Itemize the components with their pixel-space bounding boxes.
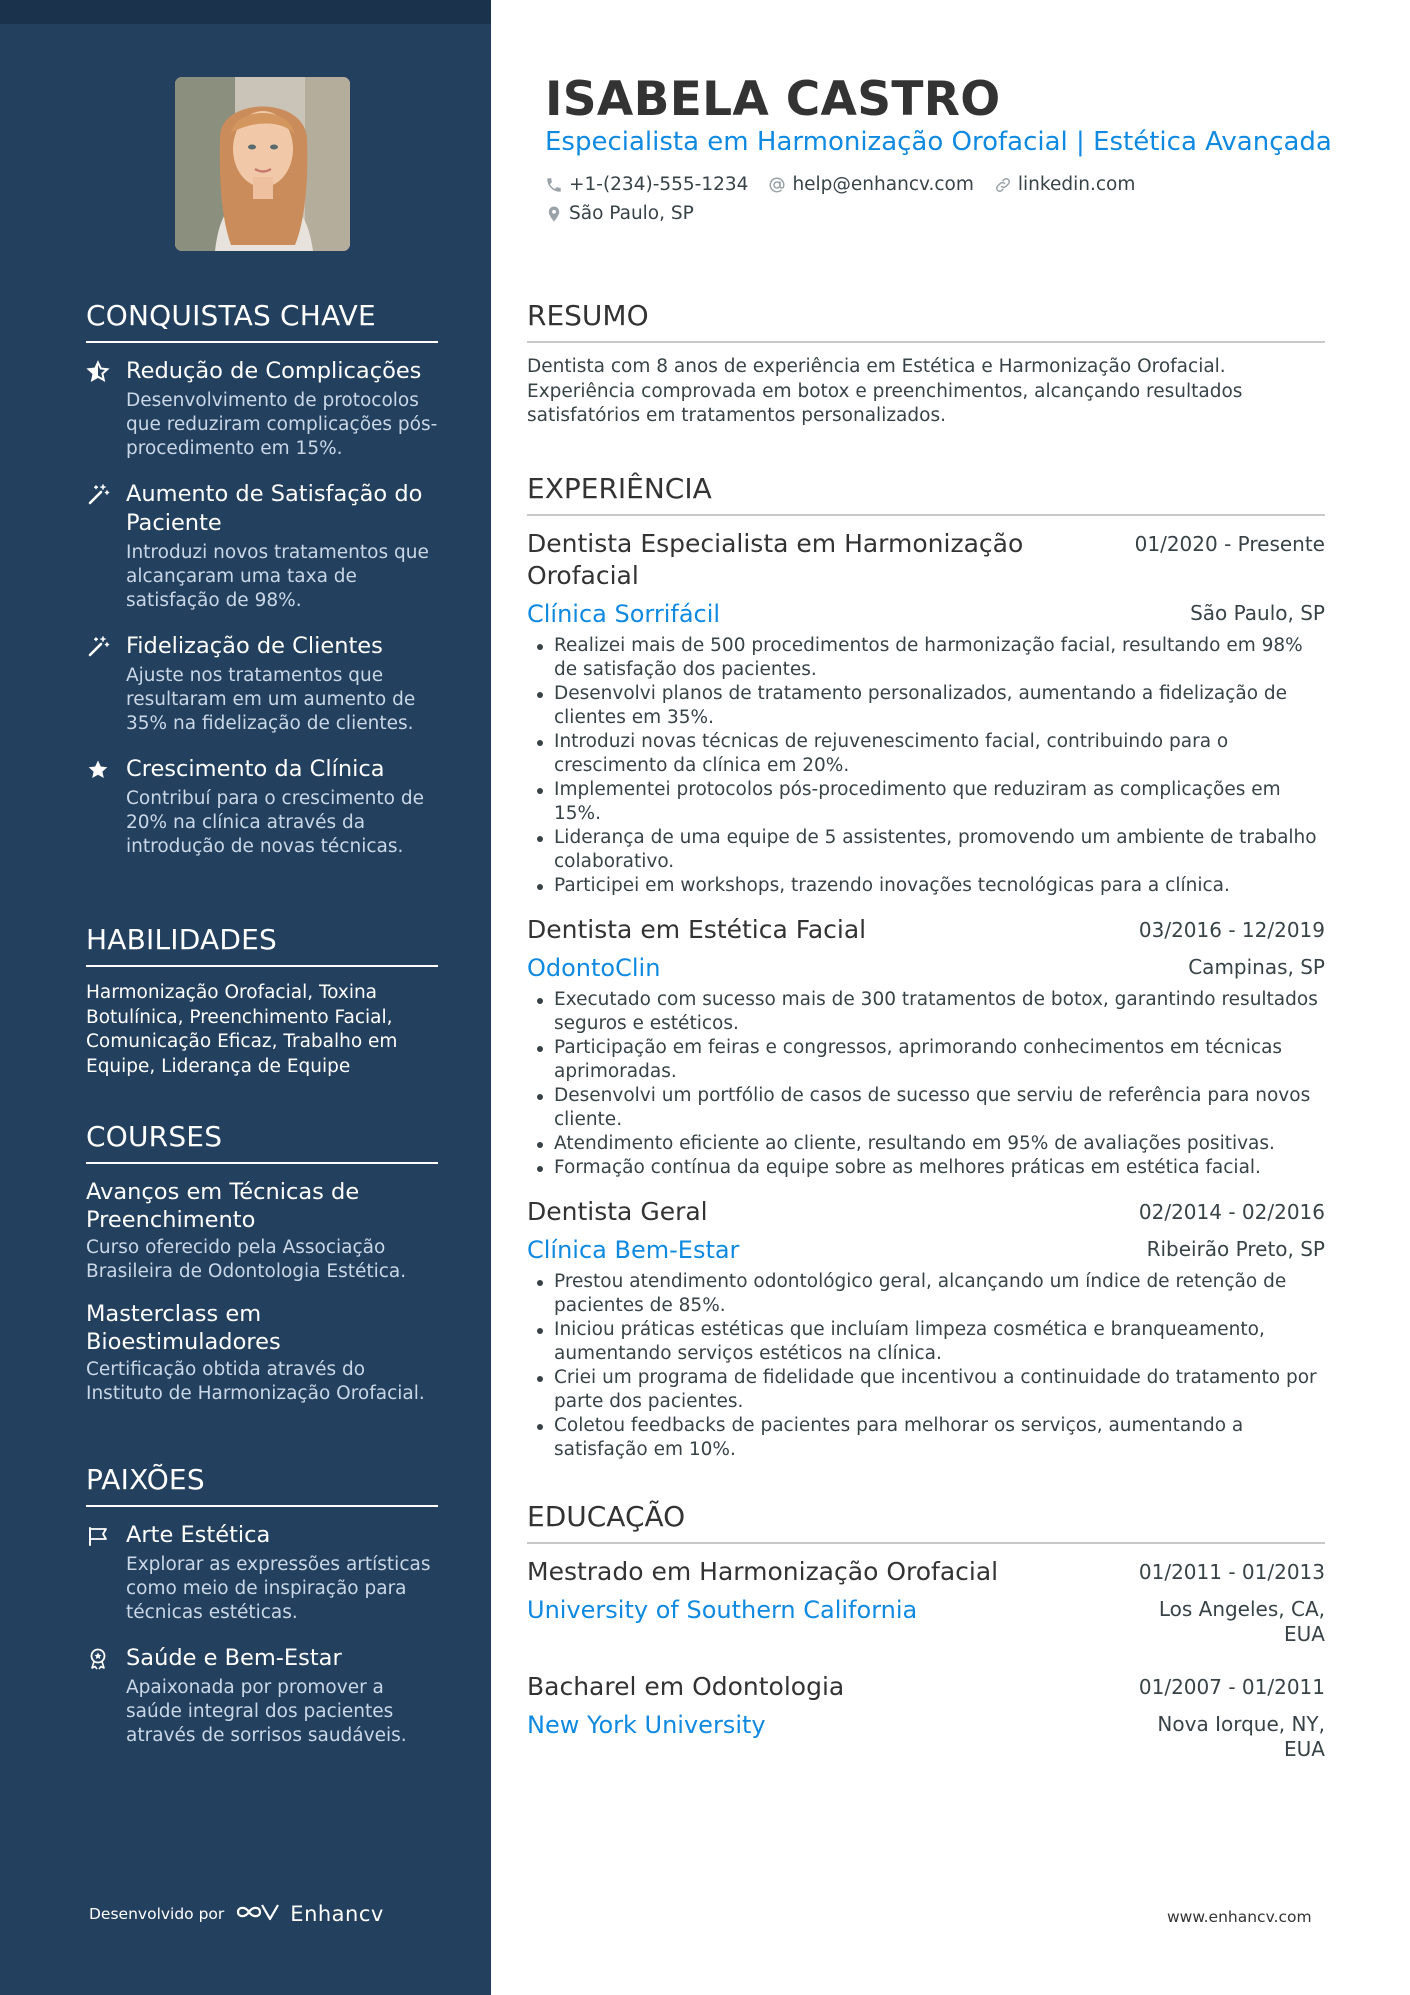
edu-school: New York University [527, 1711, 766, 1739]
course-desc: Certificação obtida através do Instituto de Harmonização Orofacial. [86, 1359, 425, 1404]
job-entry [527, 914, 1325, 1180]
list-item: Participação em feiras e congressos, aprimorando conhecimentos em técnicas aprimoradas. [527, 1036, 1325, 1084]
sidebar-top-bar [0, 0, 491, 24]
location-text: São Paulo, SP [569, 203, 694, 224]
achievement-item [86, 755, 438, 859]
candidate-tagline: Especialista em Harmonização Orofacial | Estética Avançada [545, 127, 1332, 157]
passion-item [86, 1644, 438, 1748]
job-bullets [527, 988, 1325, 1180]
location-pin-icon [545, 205, 563, 223]
achievements-title: CONQUISTAS CHAVE [86, 299, 438, 343]
contact-info [545, 174, 1325, 232]
list-item: Executado com sucesso mais de 300 tratamentos de botox, garantindo resultados seguros e estéticos. [527, 988, 1325, 1036]
job-company: Clínica Sorrifácil [527, 600, 721, 628]
magic-wand-icon [86, 635, 110, 659]
job-role: Dentista em Estética Facial [527, 915, 867, 944]
enhancv-brand: Enhancv [290, 1902, 384, 1926]
courses-title: COURSES [86, 1120, 438, 1164]
achievement-desc: Contribuí para o crescimento de 20% na clínica através da introdução de novas técnicas. [126, 788, 424, 857]
enhancv-logo-icon [234, 1900, 280, 1928]
email-contact[interactable] [768, 174, 973, 195]
edu-degree: Mestrado em Harmonização Orofacial [527, 1557, 999, 1586]
job-location: Ribeirão Preto, SP [1146, 1237, 1325, 1261]
course-item [86, 1300, 438, 1406]
award-icon [86, 1647, 110, 1671]
list-item: Introduzi novas técnicas de rejuvenescimento facial, contribuindo para o crescimento da clínica em 20%. [527, 730, 1325, 778]
experience-section [527, 472, 1325, 1478]
list-item: Desenvolvi um portfólio de casos de sucesso que serviu de referência para novos cliente. [527, 1084, 1325, 1132]
magic-wand-icon [86, 483, 110, 507]
achievement-title: Redução de Complicações [126, 358, 422, 384]
edu-location: Nova Iorque, NY, EUA [1157, 1712, 1325, 1761]
candidate-name: ISABELA CASTRO [545, 72, 1001, 127]
achievements-section [86, 299, 438, 878]
job-company: OdontoClin [527, 954, 661, 982]
list-item: Implementei protocolos pós-procedimento que reduziram as complicações em 15%. [527, 778, 1325, 826]
achievement-desc: Introduzi novos tratamentos que alcançaram uma taxa de satisfação de 98%. [126, 542, 429, 611]
passion-title: Arte Estética [126, 1522, 271, 1548]
experience-title: EXPERIÊNCIA [527, 472, 1325, 516]
list-item: Desenvolvi planos de tratamento personalizados, aumentando a fidelização de clientes em 35%. [527, 682, 1325, 730]
education-section [527, 1500, 1325, 1786]
star-outline-icon [86, 360, 110, 384]
job-date: 01/2020 - Presente [1134, 532, 1325, 556]
list-item: Criei um programa de fidelidade que incentivou a continuidade do tratamento por parte dos pacientes. [527, 1366, 1325, 1414]
job-bullets [527, 1270, 1325, 1462]
phone-contact[interactable] [545, 174, 748, 195]
achievement-title: Aumento de Satisfação do Paciente [126, 481, 423, 536]
passion-title: Saúde e Bem-Estar [126, 1645, 342, 1671]
job-location: São Paulo, SP [1190, 601, 1325, 625]
passion-desc: Explorar as expressões artísticas como meio de inspiração para técnicas estéticas. [126, 1554, 431, 1623]
edu-date: 01/2011 - 01/2013 [1138, 1560, 1325, 1584]
sidebar [0, 0, 491, 1995]
job-date: 02/2014 - 02/2016 [1138, 1200, 1325, 1224]
achievement-item [86, 480, 438, 613]
edu-date: 01/2007 - 01/2011 [1138, 1675, 1325, 1699]
list-item: Prestou atendimento odontológico geral, alcançando um índice de retenção de pacientes de 85%. [527, 1270, 1325, 1318]
education-entry [527, 1671, 1325, 1762]
achievement-item [86, 357, 438, 461]
education-entry [527, 1556, 1325, 1647]
job-location: Campinas, SP [1188, 955, 1325, 979]
job-bullets [527, 634, 1325, 898]
education-title: EDUCAÇÃO [527, 1500, 1325, 1544]
job-role: Dentista Especialista em Harmonização Orofacial [527, 529, 1024, 590]
edu-school: University of Southern California [527, 1596, 918, 1624]
at-icon [768, 176, 786, 194]
summary-section [527, 299, 1325, 429]
star-icon [86, 758, 110, 782]
list-item: Realizei mais de 500 procedimentos de harmonização facial, resultando em 98% de satisfação dos pacientes. [527, 634, 1325, 682]
achievement-title: Fidelização de Clientes [126, 633, 383, 659]
passion-desc: Apaixonada por promover a saúde integral dos pacientes através de sorrisos saudáveis. [126, 1677, 407, 1746]
list-item: Atendimento eficiente ao cliente, resultando em 95% de avaliações positivas. [527, 1132, 1325, 1156]
courses-section [86, 1120, 438, 1422]
passion-item [86, 1521, 438, 1625]
edu-degree: Bacharel em Odontologia [527, 1672, 845, 1701]
footer-site[interactable]: www.enhancv.com [1167, 1908, 1312, 1926]
achievement-item [86, 632, 438, 736]
job-entry [527, 528, 1325, 898]
passions-title: PAIXÕES [86, 1463, 438, 1507]
job-role: Dentista Geral [527, 1197, 708, 1226]
achievement-desc: Ajuste nos tratamentos que resultaram em um aumento de 35% na fidelização de clientes. [126, 665, 416, 734]
list-item: Iniciou práticas estéticas que incluíam limpeza cosmética e branqueamento, aumentando serviços estéticos na clínica. [527, 1318, 1325, 1366]
skills-section [86, 923, 438, 1079]
job-date: 03/2016 - 12/2019 [1138, 918, 1325, 942]
flag-icon [86, 1524, 110, 1548]
course-desc: Curso oferecido pela Associação Brasileira de Odontologia Estética. [86, 1237, 407, 1282]
location-contact [545, 203, 694, 224]
list-item: Formação contínua da equipe sobre as melhores práticas em estética facial. [527, 1156, 1325, 1180]
summary-text: Dentista com 8 anos de experiência em Estética e Harmonização Orofacial. Experiência comprovada em botox e preenchimentos, alcançando resultados satisfatórios em tratamentos personalizados. [527, 356, 1243, 426]
achievement-title: Crescimento da Clínica [126, 756, 385, 782]
list-item: Coletou feedbacks de pacientes para melhorar os serviços, aumentando a satisfação em 10%. [527, 1414, 1325, 1462]
list-item: Participei em workshops, trazendo inovações tecnológicas para a clínica. [527, 874, 1325, 898]
edu-location: Los Angeles, CA, EUA [1158, 1597, 1325, 1646]
email-text: help@enhancv.com [792, 174, 974, 195]
powered-by-text: Desenvolvido por [89, 1905, 225, 1923]
phone-text: +1-(234)-555-1234 [569, 174, 749, 195]
course-title: Masterclass em Bioestimuladores [86, 1301, 281, 1355]
website-contact[interactable] [994, 174, 1135, 195]
powered-by [89, 1900, 384, 1928]
course-item [86, 1178, 438, 1284]
job-company: Clínica Bem-Estar [527, 1236, 740, 1264]
link-icon [994, 176, 1012, 194]
job-entry [527, 1196, 1325, 1462]
passions-section [86, 1463, 438, 1767]
summary-title: RESUMO [527, 299, 1325, 343]
skills-text: Harmonização Orofacial, Toxina Botulínica, Preenchimento Facial, Comunicação Eficaz, Trabalho em Equipe, Liderança de Equipe [86, 982, 398, 1077]
phone-icon [545, 176, 563, 194]
website-text: linkedin.com [1017, 174, 1136, 195]
skills-title: HABILIDADES [86, 923, 438, 967]
list-item: Liderança de uma equipe de 5 assistentes, promovendo um ambiente de trabalho colaborativo. [527, 826, 1325, 874]
course-title: Avanços em Técnicas de Preenchimento [86, 1179, 360, 1233]
profile-photo [175, 77, 350, 251]
achievement-desc: Desenvolvimento de protocolos que reduziram complicações pós-procedimento em 15%. [126, 390, 438, 459]
